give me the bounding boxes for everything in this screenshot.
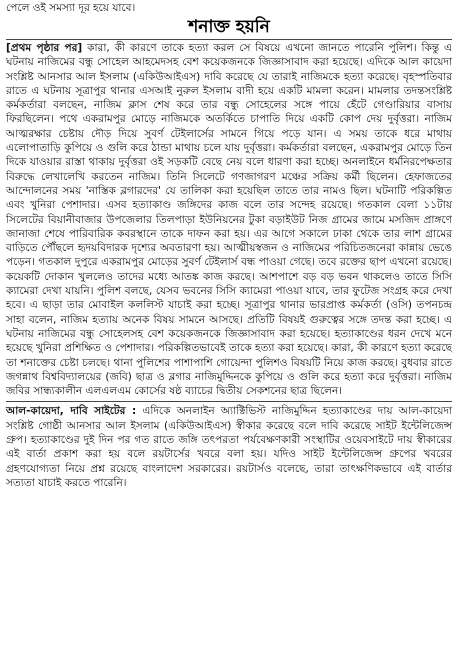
previous-article-tail: পেলে ওই সমস্যা দূর হয়ে যাবে।	[6, 2, 136, 14]
section-subheading: আল-কায়েদা, দাবি সাইটের :	[6, 405, 137, 418]
article-section-alqaeda	[6, 401, 452, 490]
article-headline: শনাক্ত হয়নি	[188, 17, 270, 37]
headline-divider	[6, 39, 452, 40]
article-body	[6, 41, 452, 398]
article-body-text: কারা, কী কারণে তাকে হত্যা করল সে বিষয়ে এখনো জানতে পারেনি পুলিশ। কিন্তু এ ঘটনায় নাজিমের বন্ধু সোহেল আহমেদসহ বেশ কয়েকজনকে জিজ্ঞাসাবাদ করা হয়েছে। এদিকে আল কায়েদা সংশ্লিষ্ট আনসার আল ইসলাম (একিউআইএস) দাবি করেছে যে তারাই নাজিমকে হত্যা করেছে। বৃহস্পতিবার রাতে এ ঘটনায় সূত্রাপুর থানার এসআই নুরুল ইসলাম বাদী হয়ে একটি মামলা করেন। মামলার তদন্তসংশ্লিষ্ট কর্মকর্তারা বলছেন, নাজিম ক্লাস শেষ করে তার বন্ধু সোহেলের সঙ্গে পায়ে হেঁটে গেণ্ডারিয়ার বাসায় ফিরছিলেন। পথে একরামপুর মোড়ে নাজিমকে অতর্কিতে চাপাতি দিয়ে একটি কোপ দেয় দুর্বৃত্তরা। নাজিম আত্মরক্ষার চেষ্টায় দৌড় দিয়ে সুবর্ণ টেইলার্সের সামনে গিয়ে পড়ে যান। এ সময় তাকে ধরে মাথায় এলোপাতাড়ি কুপিয়ে ও গুলি করে ঠান্ডা মাথায় চলে যায় দুর্বৃত্তরা। কর্মকর্তারা বলছেন, একরামপুর মোড়ে তিন দিকে যাওয়ার রাস্তা থাকায় দুর্বৃত্তরা ওই সড়কটি বেছে নেয় বলে ধারণা করা হচ্ছে। অনলাইনে ধর্মনিরপেক্ষতার বিরুদ্ধে লেখালেখি করতেন নাজিম। তিনি সিলেটে গণজাগরণ মঞ্চের সক্রিয় কর্মী ছিলেন। হেফাজতের আন্দোলনের সময় 'নাস্তিক ব্লগারদের' যে তালিকা করা হয়েছিল তাতে তার নামও ছিল। ঘটনাটি পরিকল্পিত এবং খুনিরা পেশাদার। এসব হত্যাকাণ্ড জঙ্গিদের কাজ বলে তার সন্দেহ রয়েছে। গতকাল বেলা ১১টায় সিলেটের বিয়ানীবাজার উপজেলার তিলপাড়া ইউনিয়নের টুকা বড়াইউট নিজ গ্রামের জামে মসজিদ প্রাঙ্গণে জানাজা শেষে পারিবারিক কবরস্থানে তাকে দাফন করা হয়। এর আগে সকালে ঢাকা থেকে তার লাশ গ্রামের বাড়িতে পৌঁছলে হৃদয়বিদারক দৃশ্যের অবতারণা হয়। আত্মীয়স্বজন ও নাজিমের পরিচিতজনেরা কান্নায় ভেঙে পড়েন। গতকাল দুপুরে একরামপুর মোড়ের সুবর্ণ টেইলার্স বন্ধ পাওয়া গেছে। তবে রক্তের ছাপ এখনো রয়েছে। কয়েকটি দোকান খুললেও তাদের মধ্যে আতঙ্ক কাজ করছে। আশপাশে বড় বড় ভবন থাকলেও তাতে সিসি ক্যামেরা দেখা যায়নি। পুলিশ বলছে, যেসব ভবনের সিসি ক্যামেরা পাওয়া যাবে, তার ফুটেজ সংগ্রহ করে দেখা হবে। এ ছাড়া তার মোবাইল কললিস্ট যাচাই করা হচ্ছে। সূত্রাপুর থানার ভারপ্রাপ্ত কর্মকর্তা (ওসি) তপনচন্দ্র সাহা বলেন, নাজিম হত্যায় অনেক বিষয় সামনে আসছে। প্রতিটি বিষয়ই গুরুত্বের সঙ্গে তদন্ত করা হচ্ছে। এ ঘটনায় নাজিমের বন্ধু সোহেলসহ বেশ কয়েকজনকে জিজ্ঞাসাবাদ করা হয়েছে। হত্যাকাণ্ডের ধরন দেখে মনে হয়েছে খুনিরা প্রশিক্ষিত ও পেশাদার। পরিকল্পিতভাবেই তাকে হত্যা করা হয়েছে। কারা, কী কারণে হত্যা করেছে তা শনাক্তের চেষ্টা চলছে। থানা পুলিশের পাশাপাশি গোয়েন্দা পুলিশও বিষয়টি নিয়ে কাজ করছে। বুধবার রাতে জগন্নাথ বিশ্ববিদ্যালয়ের (জবি) ছাত্র ও ব্লগার নাজিমুদ্দিনকে কুপিয়ে ও গুলি করে হত্যা করে দুর্বৃত্তরা। নাজিম জবির সান্ধ্যকালীন এলএলএম কোর্সের ষষ্ঠ ব্যাচের দ্বিতীয় সেকশনের ছাত্র ছিলেন।	[6, 42, 452, 398]
continuation-tag: [প্রথম পৃষ্ঠার পর]	[6, 42, 83, 54]
section-text: এদিকে অনলাইন অ্যাক্টিভিস্ট নাজিমুদ্দিন হত্যাকাণ্ডের দায় আল-কায়েদা সংশ্লিষ্ট গোষ্ঠী আনসার আল ইসলাম (একিউআইএস) স্বীকার করেছে বলে দাবি করেছে সাইট ইন্টেলিজেন্স গ্রুপ। হত্যাকাণ্ডের দুই দিন পর গত রাতে জঙ্গি তৎপরতা পর্যবেক্ষণকারী সংস্থাটির ওয়েবসাইটে দায় স্বীকারের এই বার্তা প্রকাশ করা হয় বলে রয়টার্সের খবরে বলা হয়। যদিও সাইট ইন্টেলিজেন্স গ্রুপের খবরের গ্রহণযোগ্যতা নিয়ে প্রশ্ন রয়েছে বাংলাদেশ সরকারের। রয়টার্সও বলেছে, তারা তাৎক্ষণিকভাবে এই বার্তার সত্যতা যাচাই করতে পারেনি।	[6, 405, 453, 489]
